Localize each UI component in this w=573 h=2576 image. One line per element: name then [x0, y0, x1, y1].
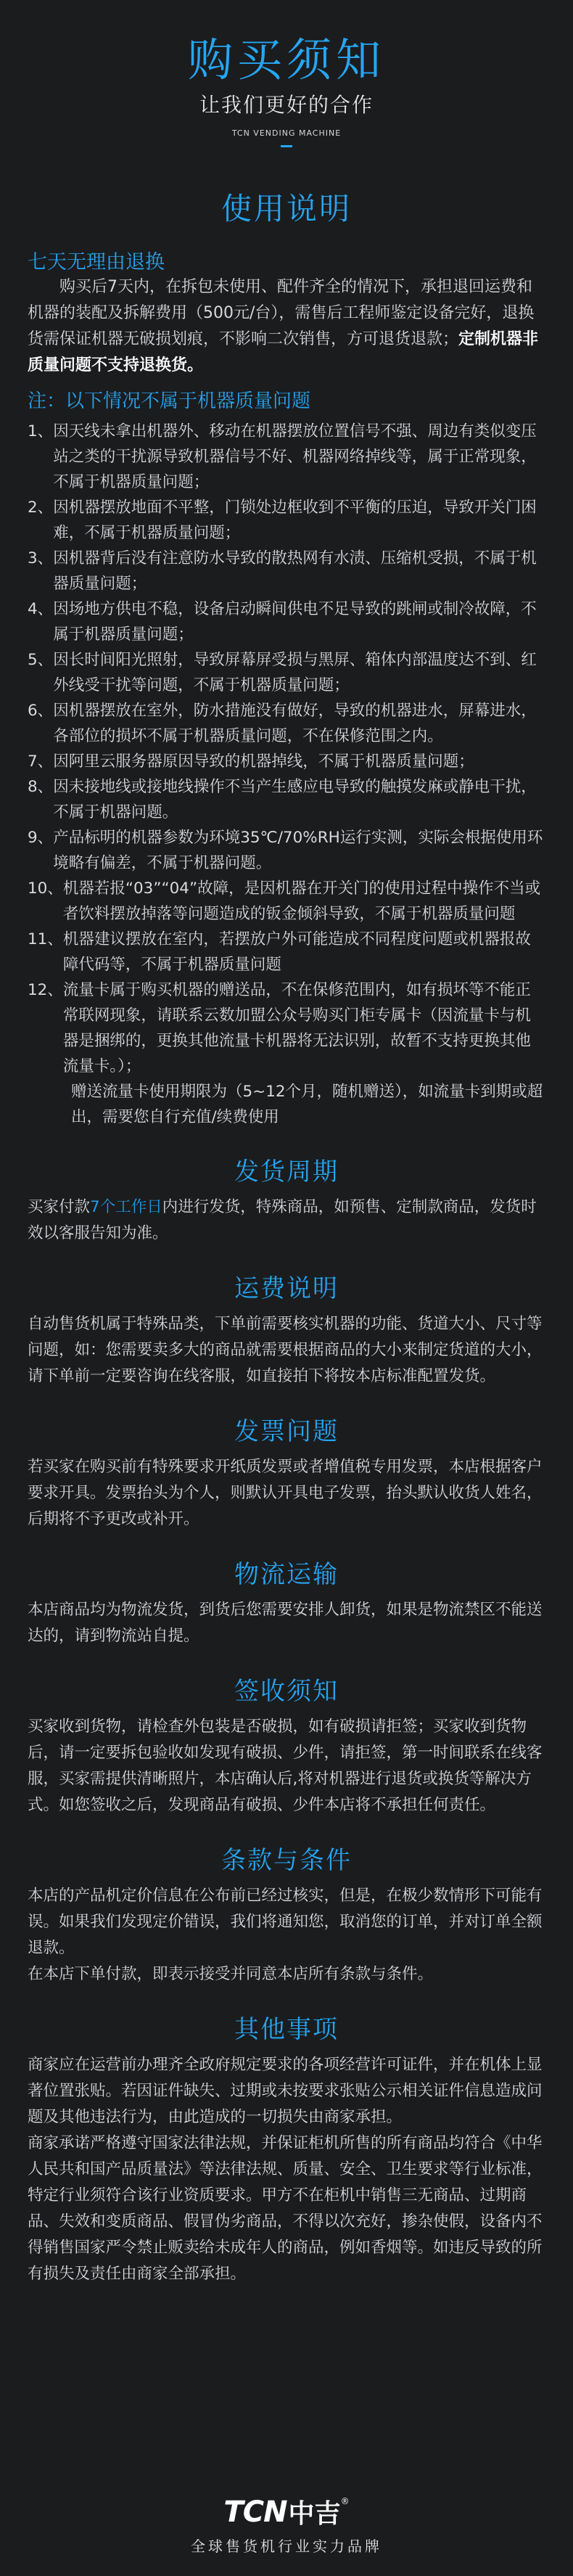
return-paragraph — [28, 274, 545, 379]
section-title-other: 其他事项 — [234, 2015, 339, 2045]
rule-text: 流量卡属于购买机器的赠送品，不在保修范围内，如有损坏等不能正常联网现象，请联系云数加盟公众号购买门柜专属卡（因流量卡与机器是捆绑的，更换其他流量卡机器将无法识别，故暂不支持更换其他流量卡。）； — [62, 981, 531, 1076]
return-text: 购买后7天内，在拆包未使用、配件齐全的情况下，承担退回运费和机器的装配及拆解费用（500元/台），需售后工程师鉴定设备完好，退换货需保证机器无破损划痕，不影响二次销售，方可退货退款； — [28, 278, 535, 349]
note-title: 注：以下情况不属于机器质量问题 — [28, 390, 311, 413]
rule-text: 因长时间阳光照射，导致屏幕屏受损与黑屏、箱体内部温度达不到、红外线受干扰等问题，不属于机器质量问题； — [53, 651, 537, 695]
delivery-text-pre: 买家付款 — [28, 1198, 91, 1217]
rule-number: 9、 — [28, 829, 54, 848]
list-item — [28, 825, 545, 876]
page-subtitle: 让我们更好的合作 — [199, 93, 374, 118]
hero-header — [0, 0, 573, 147]
terms-paragraph-2: 在本店下单付款，即表示接受并同意本店所有条款与条件。 — [28, 1965, 434, 1984]
title-divider — [281, 145, 292, 147]
rule-text: 因场地方供电不稳，设备启动瞬间供电不足导致的跳闸或制冷故障，不属于机器质量问题； — [53, 600, 537, 644]
list-item — [28, 927, 545, 977]
section-title-freight: 运费说明 — [234, 1274, 339, 1304]
list-item — [28, 546, 545, 596]
section-title-delivery: 发货周期 — [234, 1157, 339, 1187]
list-item — [28, 977, 545, 1079]
rule-text: 因天线未拿出机器外、移动在机器摆放位置信号不强、周边有类似变压站之类的干扰源导致机器信号不好、机器网络掉线等，属于正常现象，不属于机器质量问题； — [53, 422, 537, 492]
rule-number: 2、 — [28, 499, 54, 517]
brand-tag: TCN VENDING MACHINE — [231, 128, 342, 139]
rule-text: 因机器背后没有注意防水导致的散热网有水渍、压缩机受损，不属于机器质量问题； — [53, 549, 537, 594]
rule-text: 机器建议摆放在室内，若摆放户外可能造成不同程度问题或机器报故障代码等，不属于机器质量问题 — [62, 930, 531, 975]
rule-number: 3、 — [28, 549, 54, 568]
delivery-text-post: 内进行发货，特殊商品，如预售、定制款商品，发货时效以客服告知为准。 — [28, 1198, 537, 1243]
tcn-logo — [223, 2493, 349, 2530]
section-title-receiving: 签收须知 — [234, 1677, 339, 1707]
rule-number: 6、 — [28, 702, 54, 721]
other-paragraph-2: 商家承诺严格遵守国家法律法规，并保证柜机所售的所有商品均符合《中华人民共和国产品质量法》等法律法规、质量、安全、卫生要求等行业标准，特定行业须符合该行业资质要求。甲方不在柜机中销售三无商品、过期商品、失效和变质商品、假冒伪劣商品，不得以次充好，掺杂使假，设备内不得销售国家严令禁止贩卖给未成年人的商品，例如香烟等。如违反导致的所有损失及责任由商家全部承担。 — [28, 2134, 543, 2284]
footer — [0, 2493, 573, 2556]
main-content — [0, 246, 573, 2287]
list-item — [28, 774, 545, 825]
delivery-paragraph — [28, 1194, 545, 1247]
rule-number: 5、 — [28, 651, 54, 670]
rule-text: 因机器摆放地面不平整，门锁处边框收到不平衡的压迫，导致开关门困难，不属于机器质量问题； — [53, 499, 537, 543]
section-title-logistics: 物流运输 — [234, 1560, 339, 1590]
rule-number: 12、 — [28, 981, 63, 1000]
invoice-paragraph: 若买家在购买前有特殊要求开纸质发票或者增值税专用发票，本店根据客户要求开具。发票抬头为个人，则默认开具电子发票，抬头默认收货人姓名，后期将不予更改或补开。 — [28, 1458, 543, 1529]
usage-title: 使用说明 — [220, 191, 352, 227]
logo-cn: 中吉 — [288, 2499, 341, 2529]
rule-text: 机器若报“03”“04”故障，是因机器在开关门的使用过程中操作不当或者饮料摆放掉落等问题造成的钣金倾斜导致，不属于机器质量问题 — [62, 879, 541, 924]
logistics-paragraph: 本店商品均为物流发货，到货后您需要安排人卸货，如果是物流禁区不能送达的，请到物流站自提。 — [28, 1601, 543, 1646]
rule-text: 因机器摆放在室外，防水措施没有做好，导致的机器进水，屏幕进水，各部位的损坏不属于机器质量问题，不在保修范围之内。 — [53, 702, 537, 746]
rule-number: 11、 — [28, 930, 63, 949]
rule-text: 产品标明的机器参数为环境35℃/70%RH运行实测，实际会根据使用环境略有偏差，不属于机器问题。 — [53, 829, 543, 873]
other-paragraph-1: 商家应在运营前办理齐全政府规定要求的各项经营许可证件，并在机体上显著位置张贴。若因证件缺失、过期或未按要求张贴公示相关证件信息造成问题及其他违法行为，由此造成的一切损失由商家承担。 — [28, 2056, 543, 2127]
return-heading: 七天无理由退换 — [28, 251, 165, 274]
registered-mark: ® — [340, 2496, 350, 2506]
rule-text: 因阿里云服务器原因导致的机器掉线，不属于机器质量问题； — [53, 752, 474, 771]
list-item — [28, 876, 545, 927]
rules-list — [28, 419, 545, 1130]
list-item — [28, 698, 545, 749]
receiving-paragraph: 买家收到货物，请检查外包装是否破损，如有破损请拒签；买家收到货物后，请一定要拆包验收如发现有破损、少件，请拒签，第一时间联系在线客服，买家需提供清晰照片，本店确认后,将对机器进行退货或换货等解决方式。如您签收之后，发现商品有破损、少件本店将不承担任何责任。 — [28, 1718, 543, 1815]
rule-number: 10、 — [28, 879, 63, 898]
brand-slogan: 全球售货机行业实力品牌 — [191, 2538, 382, 2555]
page-title: 购买须知 — [187, 33, 385, 86]
list-item — [28, 419, 545, 495]
rule-number: 4、 — [28, 600, 54, 619]
logo-text: TCN — [223, 2495, 287, 2529]
return-bold-text: 定制机器非质量问题不支持退换货。 — [28, 330, 539, 375]
freight-paragraph: 自动售货机属于特殊品类，下单前需要核实机器的功能、货道大小、尺寸等问题，如：您需要卖多大的商品就需要根据商品的大小来制定货道的大小，请下单前一定要咨询在线客服，如直接拍下将按本店标准配置发货。 — [28, 1315, 543, 1386]
delivery-highlight: 7个工作日 — [90, 1198, 162, 1217]
list-item — [28, 495, 545, 546]
rule-number: 8、 — [28, 778, 54, 797]
terms-paragraph-1: 本店的产品机定价信息在公布前已经过核实，但是，在极少数情形下可能有误。如果我们发现定价错误，我们将通知您，取消您的订单，并对订单全额退款。 — [28, 1887, 543, 1958]
list-item — [28, 749, 545, 774]
section-title-terms: 条款与条件 — [221, 1846, 352, 1876]
list-item — [28, 596, 545, 647]
list-item — [28, 647, 545, 698]
section-title-invoice: 发票问题 — [234, 1417, 339, 1447]
list-item — [28, 1079, 545, 1130]
rule-text: 因未接地线或接地线操作不当产生感应电导致的触摸发麻或静电干扰，不属于机器问题。 — [53, 778, 537, 822]
rule-text: 赠送流量卡使用期限为（5~12个月，随机赠送），如流量卡到期或超出，需要您自行充值/续费使用 — [71, 1083, 543, 1127]
rule-number: 1、 — [28, 422, 54, 441]
rule-number: 7、 — [28, 752, 54, 771]
